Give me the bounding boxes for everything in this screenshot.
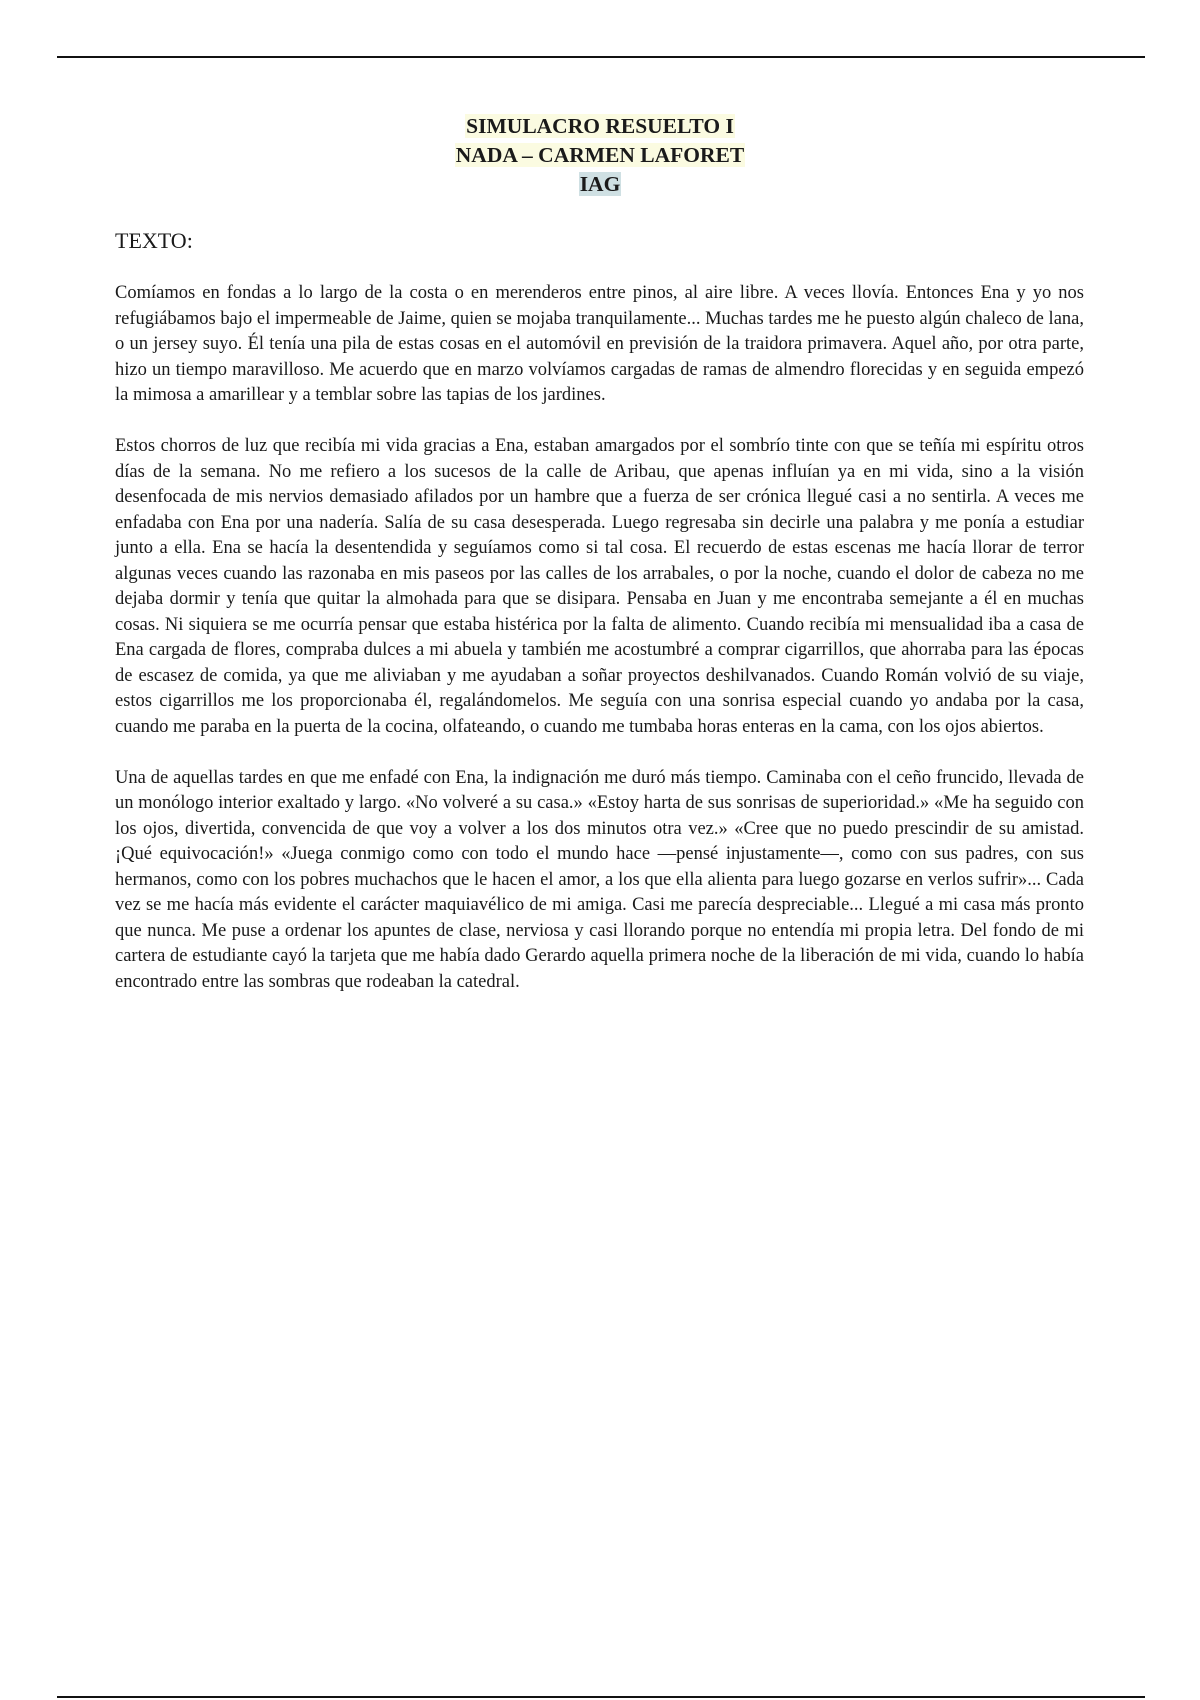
paragraph-3: Una de aquellas tardes en que me enfadé con Ena, la indignación me duró más tiempo. Caminaba con el ceño fruncido, llevada de un monólogo interior exaltado y largo. «No volveré a su casa.» «Estoy harta de sus sonrisas de superioridad.» «Me ha seguido con los ojos, divertida, convencida de que voy a volver a los dos minutos otra vez.» «Cree que no puedo prescindir de su amistad. ¡Qué equivocación!» «Juega conmigo como con todo el mundo hace —pensé injustamente—, como con sus padres, con sus hermanos, como con los pobres muchachos que le hacen el amor, a los que ella alienta para luego gozarse en verlos sufrir»... Cada vez se me hacía más evidente el carácter maquiavélico de mi amiga. Casi me parecía despreciable... Llegué a mi casa más pronto que nunca. Me puse a ordenar los apuntes de clase, nerviosa y casi llorando porque no entendía mi propia letra. Del fondo de mi cartera de estudiante cayó la tarjeta que me había dado Gerardo aquella primera noche de la liberación de mi vida, cuando lo había encontrado entre las sombras que rodeaban la catedral. [115,767,1084,992]
title-line-2 [0,141,1200,170]
title-line-3 [0,170,1200,199]
paragraph-1: Comíamos en fondas a lo largo de la costa o en merenderos entre pinos, al aire libre. A veces llovía. Entonces Ena y yo nos refugiábamos bajo el impermeable de Jaime, quien se mojaba tranquilamente... Muchas tardes me he puesto algún chaleco de lana, o un jersey suyo. Él tenía una pila de estas cosas en el automóvil en previsión de la traidora primavera. Aquel año, por otra parte, hizo un tiempo maravilloso. Me acuerdo que en marzo volvíamos cargadas de ramas de almendro florecidas y en seguida empezó la mimosa a amarillear y a temblar sobre las tapias de los jardines. [115,283,1084,405]
title-work-author: NADA – CARMEN LAFORET [455,143,745,167]
section-label-texto: TEXTO: [115,228,193,253]
bottom-rule [57,1696,1145,1698]
title-simulacro: SIMULACRO RESUELTO I [466,114,734,138]
top-rule [57,56,1145,58]
paragraph-2: Estos chorros de luz que recibía mi vida gracias a Ena, estaban amargados por el sombrío tinte con que se teñía mi espíritu otros días de la semana. No me refiero a los sucesos de la calle de Aribau, que apenas influían ya en mi vida, sino a la visión desenfocada de mis nervios demasiado afilados por un hambre que a fuerza de ser crónica llegué casi a no sentirla. A veces me enfadaba con Ena por una nadería. Salía de su casa desesperada. Luego regresaba sin decirle una palabra y me ponía a estudiar junto a ella. Ena se hacía la desentendida y seguíamos como si tal cosa. El recuerdo de estas escenas me hacía llorar de terror algunas veces cuando las razonaba en mis paseos por las calles de los arrabales, o por la noche, cuando el dolor de cabeza no me dejaba dormir y tenía que quitar la almohada para que se disipara. Pensaba en Juan y me encontraba semejante a él en muchas cosas. Ni siquiera se me ocurría pensar que estaba histérica por la falta de alimento. Cuando recibía mi mensualidad iba a casa de Ena cargada de flores, compraba dulces a mi abuela y también me acostumbré a comprar cigarrillos, que ahorraba para las épocas de escasez de comida, ya que me aliviaban y me ayudaban a soñar proyectos deshilvanados. Cuando Román volvió de su viaje, estos cigarrillos me los proporcionaba él, regalándomelos. Me seguía con una sonrisa especial cuando yo andaba por la casa, cuando me paraba en la puerta de la cocina, olfateando, o cuando me tumbaba horas enteras en la cama, con los ojos abiertos. [115,436,1084,737]
body-text [115,281,1084,1021]
title-iag: IAG [579,172,621,196]
document-title [0,112,1200,199]
title-line-1 [0,112,1200,141]
